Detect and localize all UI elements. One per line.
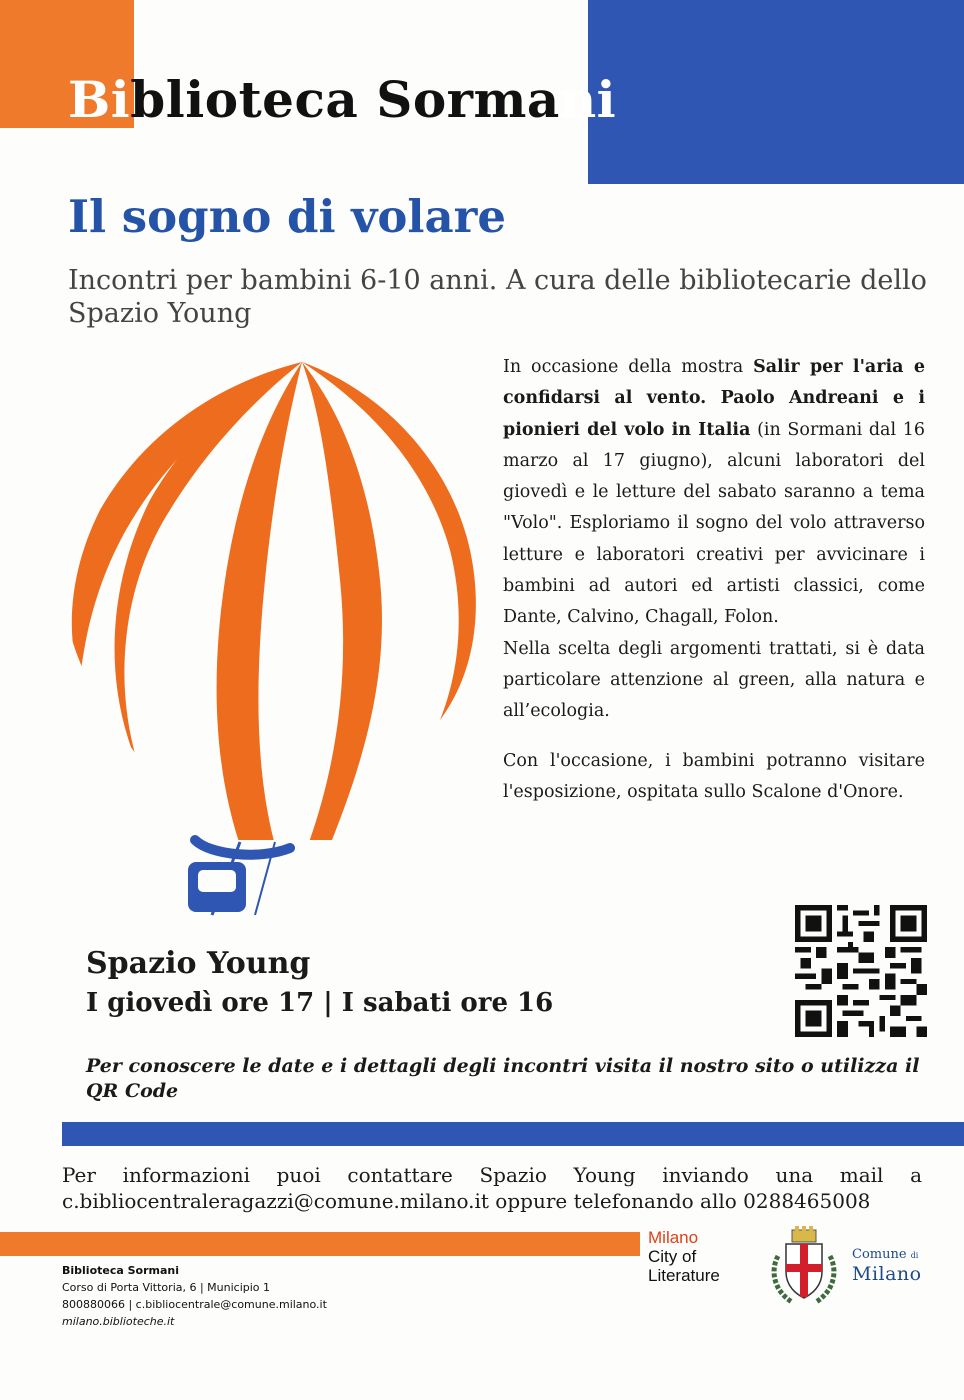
- footer-library-name: Biblioteca Sormani: [62, 1264, 180, 1277]
- milano-crest-icon: [768, 1226, 840, 1306]
- comune-word: Comune: [852, 1247, 907, 1262]
- hot-air-balloon-icon: [40, 350, 500, 930]
- contact-info: Per informazioni puoi contattare Spazio Young inviando una mail a c.bibliocentraleragazzi@comune.milano.it oppure telefonando allo 0288465008: [62, 1163, 922, 1213]
- event-description: [503, 352, 925, 808]
- city-of-literature-logo: [648, 1228, 720, 1285]
- city-lit-line-2: City of: [648, 1247, 697, 1266]
- comune-di-milano-logo: [852, 1246, 922, 1283]
- event-subtitle: Incontri per bambini 6-10 anni. A cura delle bibliotecarie dello Spazio Young: [68, 265, 927, 329]
- p1-rest: (in Sormani dal 16 marzo al 17 giugno), alcuni laboratori del giovedì e le letture del sabato saranno a tema "Volo". Esploriamo il sogno del volo attraverso letture e laboratori creativi per avvicinare i bambini ad autori ed artisti classici, come Dante, Calvino, Chagall, Folon.: [503, 419, 925, 628]
- event-title: Il sogno di volare: [68, 190, 507, 243]
- description-paragraph-1: [503, 352, 925, 634]
- title-part-black: blioteca Sorma: [130, 70, 560, 129]
- footer-phone-email: 800880066 | c.bibliocentrale@comune.milano.it: [62, 1298, 327, 1311]
- library-title: [68, 70, 616, 129]
- footer-address: Corso di Porta Vittoria, 6 | Municipio 1: [62, 1281, 271, 1294]
- footer-address-block: [62, 1262, 327, 1330]
- title-part-white-start: Bi: [68, 70, 131, 129]
- schedule-times: I giovedì ore 17 | I sabati ore 16: [86, 988, 554, 1018]
- blue-corner-block: [588, 0, 964, 184]
- description-paragraph-2: Nella scelta degli argomenti trattati, si è data particolare attenzione al green, alla natura e all’ecologia.: [503, 638, 925, 722]
- schedule-title: Spazio Young: [86, 946, 311, 981]
- orange-divider-bar: [0, 1232, 640, 1256]
- qr-code-icon[interactable]: [795, 905, 927, 1037]
- p1-intro: In occasione della mostra: [503, 357, 754, 377]
- city-lit-line-1: Milano: [648, 1228, 699, 1247]
- comune-di: di: [910, 1251, 919, 1260]
- footer-website-link[interactable]: milano.biblioteche.it: [62, 1315, 175, 1328]
- city-lit-line-3: Literature: [648, 1266, 720, 1285]
- comune-line-2: Milano: [852, 1263, 922, 1285]
- info-note: Per conoscere le date e i dettagli degli incontri visita il nostro sito o utilizza il QR Code: [86, 1055, 920, 1102]
- description-paragraph-3: Con l'occasione, i bambini potranno visitare l'esposizione, ospitata sullo Scalone d'Onore.: [503, 750, 925, 802]
- title-part-white-end: ni: [559, 70, 617, 129]
- blue-divider-bar: [62, 1122, 964, 1146]
- exhibition-name: Salir per l'aria e confidarsi al vento. Paolo Andreani e i pionieri del volo in Italia: [503, 357, 925, 440]
